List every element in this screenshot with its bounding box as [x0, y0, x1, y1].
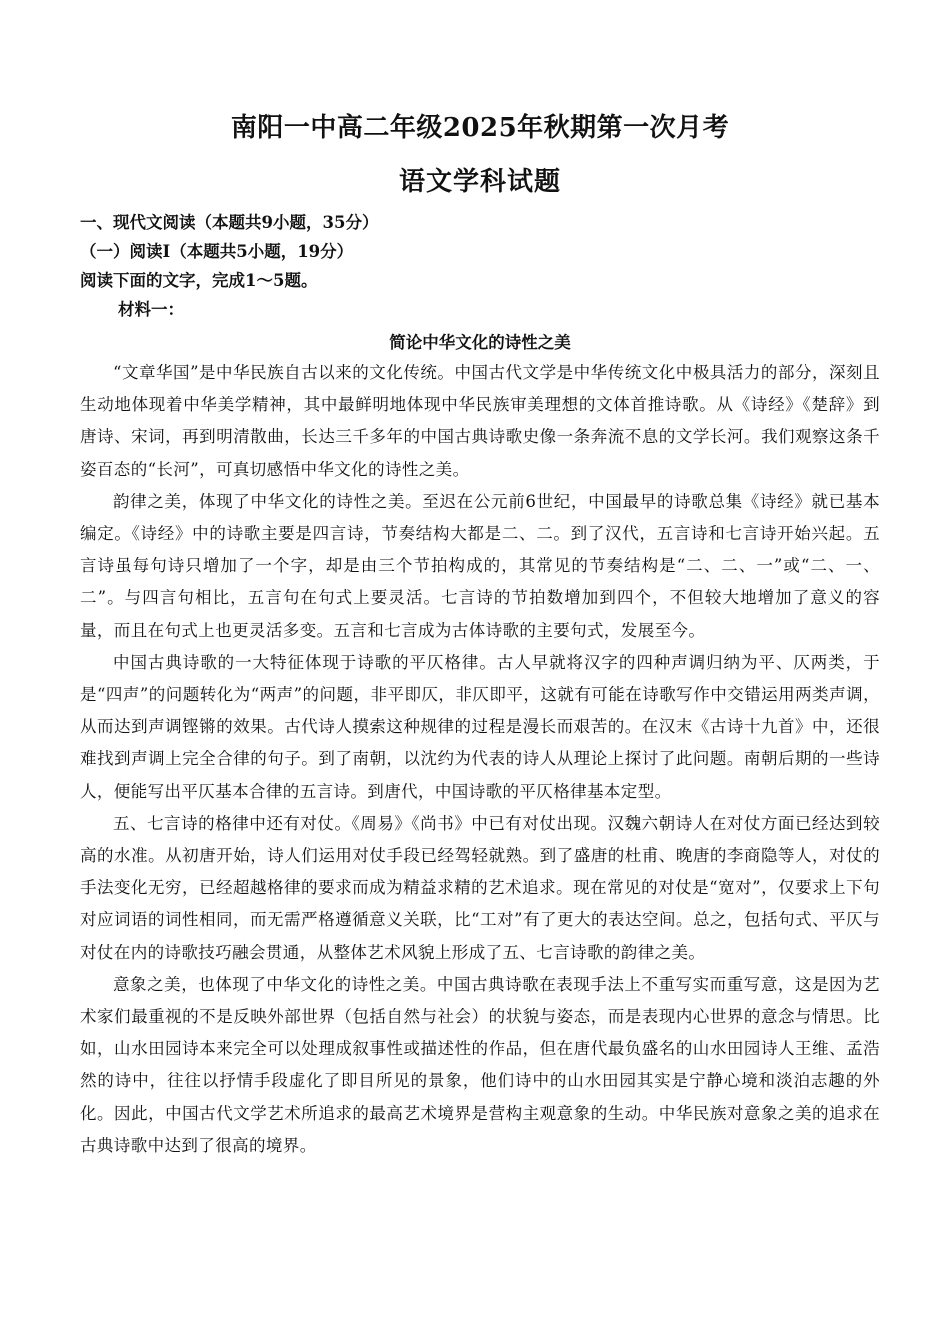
section-subheading: （一）阅读Ⅰ（本题共5小题，19分）	[80, 242, 354, 261]
exam-title: 南阳一中高二年级2025年秋期第一次月考	[230, 113, 730, 143]
section-heading: 一、现代文阅读（本题共9小题，35分）	[80, 213, 379, 232]
article-paragraph: 意象之美，也体现了中华文化的诗性之美。中国古典诗歌在表现手法上不重写实而重写意，这是因为艺术家们最重视的不是反映外部世界（包括自然与社会）的状貌与姿态，而是表现内心世界的意念与情思。比如，山水田园诗本来完全可以处理成叙事性或描述性的作品，但在唐代最负盛名的山水田园诗人王维、孟浩然的诗中，往往以抒情手段虚化了即目所见的景象，他们诗中的山水田园其实是宁静心境和淡泊志趣的外化。因此，中国古代文学艺术所追求的最高艺术境界是营构主观意象的生动。中华民族对意象之美的追求在古典诗歌中达到了很高的境界。	[80, 974, 880, 1155]
article-paragraph: 中国古典诗歌的一大特征体现于诗歌的平仄格律。古人早就将汉字的四种声调归纳为平、仄两类，于是“四声”的问题转化为“两声”的问题，非平即仄，非仄即平，这就有可能在诗歌写作中交错运用两类声调，从而达到声调铿锵的效果。古代诗人摸索这种规律的过程是漫长而艰苦的。在汉末《古诗十九首》中，还很难找到声调上完全合律的句子。到了南朝，以沈约为代表的诗人从理论上探讨了此问题。南朝后期的一些诗人，便能写出平仄基本合律的五言诗。到唐代，中国诗歌的平仄格律基本定型。	[80, 652, 880, 801]
article-paragraph: “文章华国”是中华民族自古以来的文化传统。中国古代文学是中华传统文化中极具活力的部分，深刻且生动地体现着中华美学精神，其中最鲜明地体现中华民族审美理想的文体首推诗歌。从《诗经》《楚辞》到唐诗、宋词，再到明清散曲，长达三千多年的中国古典诗歌史像一条奔流不息的文学长河。我们观察这条千姿百态的“长河”，可真切感悟中华文化的诗性之美。	[80, 363, 880, 479]
article-paragraph: 韵律之美，体现了中华文化的诗性之美。至迟在公元前6世纪，中国最早的诗歌总集《诗经》就已基本编定。《诗经》中的诗歌主要是四言诗，节奏结构大都是二、二。到了汉代，五言诗和七言诗开始兴起。五言诗虽每句诗只增加了一个字，却是由三个节拍构成的，其常见的节奏结构是“二、二、一”或“二、一、二”。与四言句相比，五言句在句式上要灵活。七言诗的节拍数增加到四个，不但较大地增加了意义的容量，而且在句式上也更灵活多变。五言和七言成为古体诗歌的主要句式，发展至今。	[80, 491, 880, 640]
exam-subtitle: 语文学科试题	[398, 167, 561, 197]
article-paragraph: 五、七言诗的格律中还有对仗。《周易》《尚书》中已有对仗出现。汉魏六朝诗人在对仗方面已经达到较高的水准。从初唐开始，诗人们运用对仗手段已经驾轻就熟。到了盛唐的杜甫、晚唐的李商隐等人，对仗的手法变化无穷，已经超越格律的要求而成为精益求精的艺术追求。现在常见的对仗是“宽对”，仅要求上下句对应词语的词性相同，而无需严格遵循意义关联，比“工对”有了更大的表达空间。总之，包括句式、平仄与对仗在内的诗歌技巧融会贯通，从整体艺术风貌上形成了五、七言诗歌的韵律之美。	[80, 813, 880, 962]
material-label: 材料一：	[118, 300, 184, 319]
exam-page	[80, 108, 880, 1162]
article-title: 简论中华文化的诗性之美	[389, 333, 571, 352]
reading-instruction: 阅读下面的文字，完成1～5题。	[80, 271, 318, 290]
